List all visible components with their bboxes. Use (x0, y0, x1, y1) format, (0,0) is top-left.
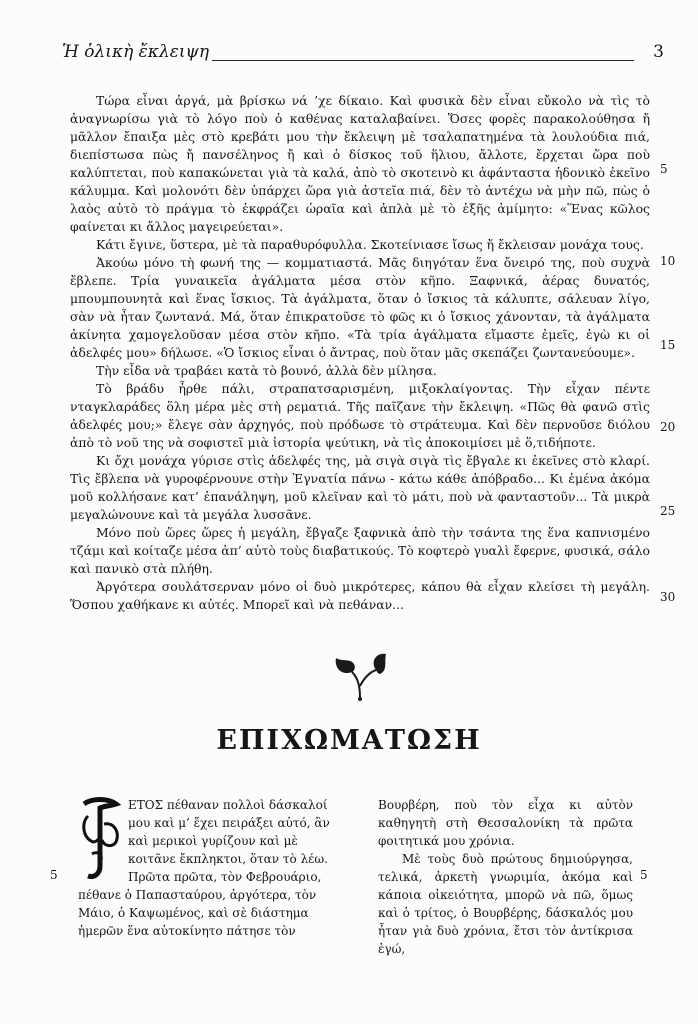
paragraph: Κάτι ἔγινε, ὕστερα, μὲ τὰ παραθυρόφυλλα. Σκοτείνιασε ἴσως ἤ ἔκλεισαν μονάχα τους. (96, 237, 644, 252)
paragraph: Μὲ τοὺς δυὸ πρώτους δημιούργησα, τελικά, ἀρκετὴ γνωριμία, ἀκόμα καὶ κάποια οἰκειότητα, μπορῶ νὰ πῶ, ὅμως καὶ ὁ τρίτος, ὁ Βουρβέρης, δάσκαλός μου ἦταν γιὰ δυὸ χρόνια, ἔτσι τὸν ἀντίκρισα ἐγώ, (378, 852, 633, 956)
line-number: 30 (660, 590, 676, 604)
story-text (70, 92, 650, 614)
section-title: ΕΠΙΧΩΜΑΤΩΣΗ (216, 725, 482, 756)
line-number: 5 (660, 162, 668, 176)
section-left-column (78, 796, 330, 940)
running-title: Ἡ ὁλικὴ ἔκλειψη (62, 42, 210, 62)
leaf-ornament-icon (330, 650, 390, 702)
paragraph: Τὸ βράδυ ἦρθε πάλι, στραπατσαρισμένη, μιξοκλαίγοντας. Τὴν εἶχαν πέντε νταγκλαράδες ὅλη μέρα μὲς στὴ ρεματιά. Τῆς παῖζανε τὴν ἔκλειψη. «Πῶς θὰ φανῶ στὶς ἀδελφές μου;» ἔλεγε σὰν ἀρχηγός, ποὺ πρόδωσε τὸ στράτευμα. Καὶ δὲν περνοῦσε διόλου ἀπὸ τὸ νοῦ της νὰ σοφιστεῖ μιὰ ἱστορία ψεύτικη, νὰ τὶς ἀποκοιμίσει μὲ ὅ,τιδήποτε. (70, 381, 650, 450)
header-rule (212, 60, 634, 61)
line-number: 25 (660, 504, 676, 518)
paragraph: Βουρβέρη, ποὺ τὸν εἶχα κι αὐτὸν καθηγητὴ στὴ Θεσσαλονίκη τὰ πρῶτα φοιτητικά μου χρόνια. (378, 798, 633, 848)
column-line-number-right: 5 (640, 868, 648, 882)
dropcap-ornament-icon (78, 796, 122, 880)
paragraph: Τὴν εἶδα νὰ τραβάει κατὰ τὸ βουνό, ἀλλὰ δὲν μίλησα. (96, 363, 437, 378)
paragraph: Μόνο ποὺ ὥρες ὥρες ἡ μεγάλη, ἔβγαζε ξαφνικὰ ἀπὸ τὴν τσάντα της ἕνα καπνισμένο τζάμι καὶ κοίταζε μέσα ἀπ’ αὐτὸ τοὺς διαβατικούς. Τὸ κοφτερὸ γυαλὶ ἔφερνε, φυσικά, σάλο καὶ πανικὸ στὰ πλήθη. (70, 525, 651, 576)
page-number: 3 (653, 42, 664, 62)
paragraph: Ἀκούω μόνο τὴ φωνή της — κομματιαστά. Μᾶς διηγόταν ἕνα ὄνειρό της, ποὺ συχνὰ ἔβλεπε. Τρία γυναικεῖα ἀγάλματα μέσα στὸν κῆπο. Ξαφνικά, ἀέρας δυνατός, μπουμπουνητὰ καὶ ἕνας ἴσκιος. Τὰ ἀγάλματα, ὅταν ὁ ἴσκιος τὰ κάλυπτε, σάλευαν λίγο, σὰν νὰ ἦταν ζωντανά. Μά, ὅταν ἐπικρατοῦσε τὸ φῶς κι ὁ ἴσκιος χάνονταν, τὰ ἀγάλματα ἀκίνητα χαμογελοῦσαν μέσα στὸν κῆπο. «Τὰ τρία ἀγάλματα εἴμαστε ἐμεῖς, ἐγὼ κι οἱ ἀδελφές μου» δήλωσε. «Ὁ ἴσκιος εἶναι ὁ ἄντρας, ποὺ ὅταν μᾶς σκεπάζει ζωντανεύουμε». (70, 255, 650, 360)
line-number: 20 (660, 420, 676, 434)
section-left-text: ΕΤΟΣ πέθαναν πολλοὶ δάσκαλοί μου καὶ μ’ ἔχει πειράξει αὐτό, ἂν καὶ μερικοὶ γυρίζουν καὶ μὲ κοιτᾶνε ἔκπληκτοι, ὅταν τὸ λέω. Πρῶτα πρῶτα, τὸν Φεβρουάριο, πέθανε ὁ Παπασταύρου, ἀργότερα, τὸν Μάιο, ὁ Καψωμένος, καὶ σὲ διάστημα ἡμερῶν ἕνα αὐτοκίνητο πάτησε τὸν (78, 798, 330, 938)
paragraph: Ἀργότερα σουλάτσερναν μόνο οἱ δυὸ μικρότερες, κάπου θὰ εἶχαν κλείσει τὴ μεγάλη. Ὅσπου χαθήκανε κι αὐτές. Μπορεῖ καὶ νὰ πεθάναν... (70, 579, 650, 612)
line-number: 15 (660, 338, 676, 352)
paragraph: Τώρα εἶναι ἀργά, μὰ βρίσκω νά ’χε δίκαιο. Καὶ φυσικὰ δὲν εἶναι εὔκολο νὰ τὶς τὸ ἀναγνωρίσω γιὰ τὸ λόγο ποὺ ὁ καθένας καταλαβαίνει. Ὅσες φορὲς παρακολούθησα ἤ μᾶλλον ἔπαιξα μὲς στὸ κρεβάτι μου τὴν ἔκλειψη μὲ τσαλαπατημένα τὰ λουλούδια πιά, διεπίστωσα πὼς ἤ πανσέληνος ἤ καὶ ὁ δίσκος τοῦ ἥλιου, ἄλλοτε, ἔρχεται ὥρα ποὺ καλύπτεται, ποὺ καπακώνεται γιὰ τὰ καλά, ἀπὸ τὸ σκοτεινὸ κι ἀφάνταστα ἡδονικὸ ἐκεῖνο κάλυμμα. Καὶ μολονότι δὲν ὑπάρχει ὥρα γιὰ ἀστεῖα πιά, δὲν τὸ ἀντέχω νὰ μὴν πῶ, πὼς ὁ λαὸς αὐτὸ τὸ πράγμα τὸ ἐκφράζει ὡραῖα καὶ ἁπλὰ μὲ τὸ ἑξῆς ἀμίμητο: «Ἕνας κῶλος φαίνεται κι ἄλλος μαγειρεύεται». (70, 93, 650, 234)
line-number: 10 (660, 254, 676, 268)
column-line-number-left: 5 (50, 868, 58, 882)
running-header (62, 42, 664, 66)
section-right-column (378, 796, 633, 958)
paragraph: Κι ὄχι μονάχα γύρισε στὶς ἀδελφές της, μὰ σιγὰ σιγὰ τὶς ἔβγαλε κι ἐκεῖνες στὸ κλαρί. Τὶς ἔβλεπα νὰ γυροφέρνουνε στὴν Ἐγνατία πάνω - κάτω κάθε ἀπόβραδο... Κι ἐμένα ἀκόμα μοῦ κολλήσανε κατ’ ἐπανάληψη, μοῦ κλεῖναν καὶ τὸ μάτι, ποὺ νὰ φανταστοῦν... Τὰ μικρὰ μεγαλώνουνε καὶ τὰ μεγάλα λυσσᾶνε. (70, 453, 650, 522)
